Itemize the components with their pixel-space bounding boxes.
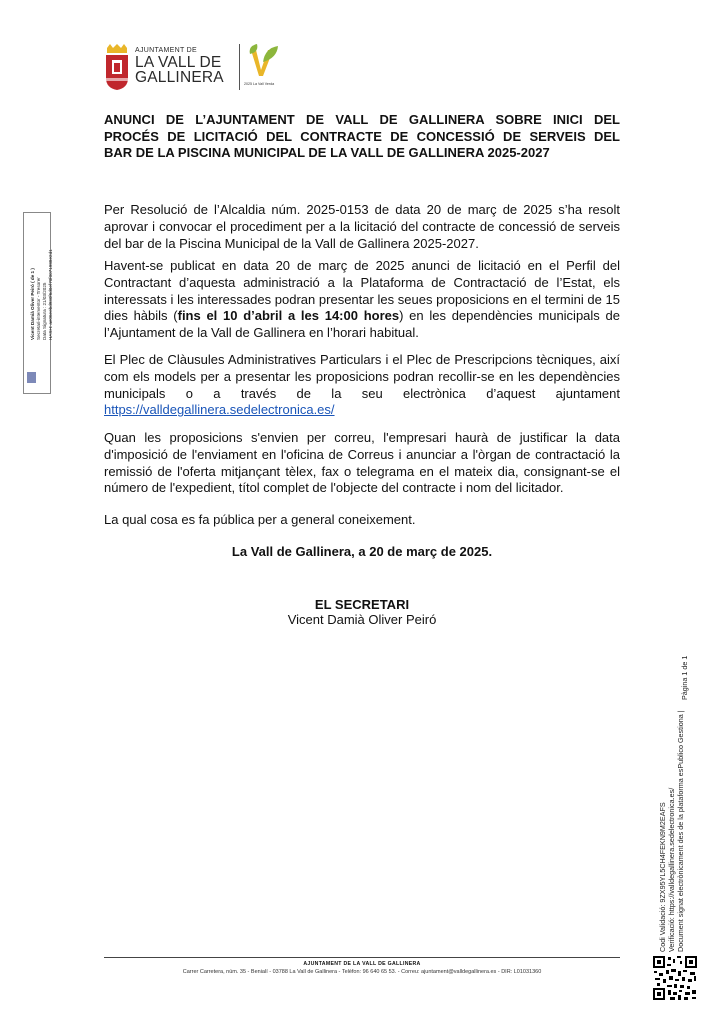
qr-code-icon[interactable]: [652, 955, 698, 1001]
stamp-role: Secretari-interventor - Tresorer: [36, 277, 41, 340]
signature-stamp: [30, 20, 60, 340]
logo-divider: [239, 44, 240, 90]
logo-line1: AJUNTAMENT DE: [135, 47, 197, 54]
verification-url: Verificació: https://valldegallinera.sedelectronica.es/: [667, 787, 677, 952]
logo-text: [135, 46, 224, 85]
paragraph-documents-text: El Plec de Clàusules Administratives Particulars i el Plec de Prescripcions tècniques, així com els models per a presentar les proposicions podran recollir-se en les dependències municipals o a través de la seu electrònica d’aquest ajuntament: [104, 352, 620, 401]
footer-title: AJUNTAMENT DE LA VALL DE GALLINERA: [303, 961, 421, 967]
verification-stamp: [658, 622, 698, 952]
signature-title: EL SECRETARI: [314, 597, 410, 612]
dateline: La Vall de Gallinera, a 20 de març de 2025.: [231, 544, 493, 559]
signature-seal-icon: [27, 372, 36, 383]
logo-tagline: 2025 La Vall Verda: [244, 82, 275, 86]
stamp-date: Data Signatura : 21/03/2025: [42, 282, 47, 340]
paragraph-documents: [104, 352, 620, 419]
footer-address: Carrer Carretera, núm. 35 - Benialí - 03788 La Vall de Gallinera - Telèfon: 96 640 65 53. - Correu: ajuntament@valldegallinera.es - DIR: L01031360: [182, 969, 542, 975]
paragraph-deadline: [104, 258, 620, 342]
coat-of-arms-icon: [104, 44, 130, 90]
municipal-logo: [104, 42, 284, 92]
paragraph-mail: Quan les proposicions s'envien per correu, l'empresari haurà de justificar la data d'imposició de l'enviament en l'oficina de Correus i anunciar a l'òrgan de contractació la remissió de l'oferta mitjançant tèlex, fax o telegrama en el mateix dia, consignant-se el número de l'expedient, títol complet de l'objecte del contracte i nom del licitador.: [104, 430, 620, 496]
paragraph-resolution: Per Resolució de l’Alcaldia núm. 2025-0153 de data 20 de març de 2025 s’ha resolt aprovar i convocar el procediment per a la licitació del contracte de concessió de serveis del bar de la Piscina Municipal de la Vall de Gallinera 2025-2027.: [104, 202, 620, 251]
paragraph-public-notice: La qual cosa es fa pública per a general coneixement.: [104, 512, 416, 527]
deadline-bold: fins el 10 d’abril a les 14:00 hores: [177, 308, 400, 324]
title-line-2: PROCÉS DE LICITACIÓ DEL CONTRACTE DE CONCESSIÓ DE SERVEIS DEL: [104, 128, 620, 144]
paragraph-deadline-text-start: Havent-se publicat en data 20 de març de 2025 anunci de licitació en el Perfil del Contractant d’aquesta administració a la Plataforma de Contractació de l’Estat, els interessats i les interessades podran presentar les seues proposicions en el termini de 15 dies hàbils (: [104, 258, 620, 324]
platform-note: Document signat electrònicament des de la plataforma esPublico Gestiona |: [676, 710, 686, 952]
paragraph-deadline-text-end: ) en les dependències municipals de l’Ajuntament de la Vall de Gallinera en l’horari habitual.: [104, 308, 620, 341]
footer-divider: [104, 957, 620, 958]
logo-line3: GALLINERA: [135, 69, 224, 86]
leaf-v-icon: [247, 44, 279, 80]
announcement-title: [104, 112, 620, 162]
stamp-hash: HASH: ae06eebd930f6d0ef70f0071988e2d1: [48, 249, 53, 340]
stamp-signer: Vicent Damià Oliver Peiró ( de 1 ): [30, 268, 35, 340]
signature-name: Vicent Damià Oliver Peiró: [287, 612, 437, 627]
page-number: Pàgina 1 de 1: [680, 655, 689, 700]
validation-code: Codi Validació: 9ZX95YL5CH4FEKN9M2EAFS: [658, 802, 667, 952]
title-line-3: BAR DE LA PISCINA MUNICIPAL DE LA VALL DE GALLINERA 2025-2027: [104, 145, 550, 160]
title-line-1: ANUNCI DE L’AJUNTAMENT DE VALL DE GALLINERA SOBRE INICI DEL: [104, 112, 620, 127]
e-office-link[interactable]: https://valldegallinera.sedelectronica.es/: [104, 402, 335, 418]
logo-line2: LA VALL DE: [135, 54, 222, 71]
